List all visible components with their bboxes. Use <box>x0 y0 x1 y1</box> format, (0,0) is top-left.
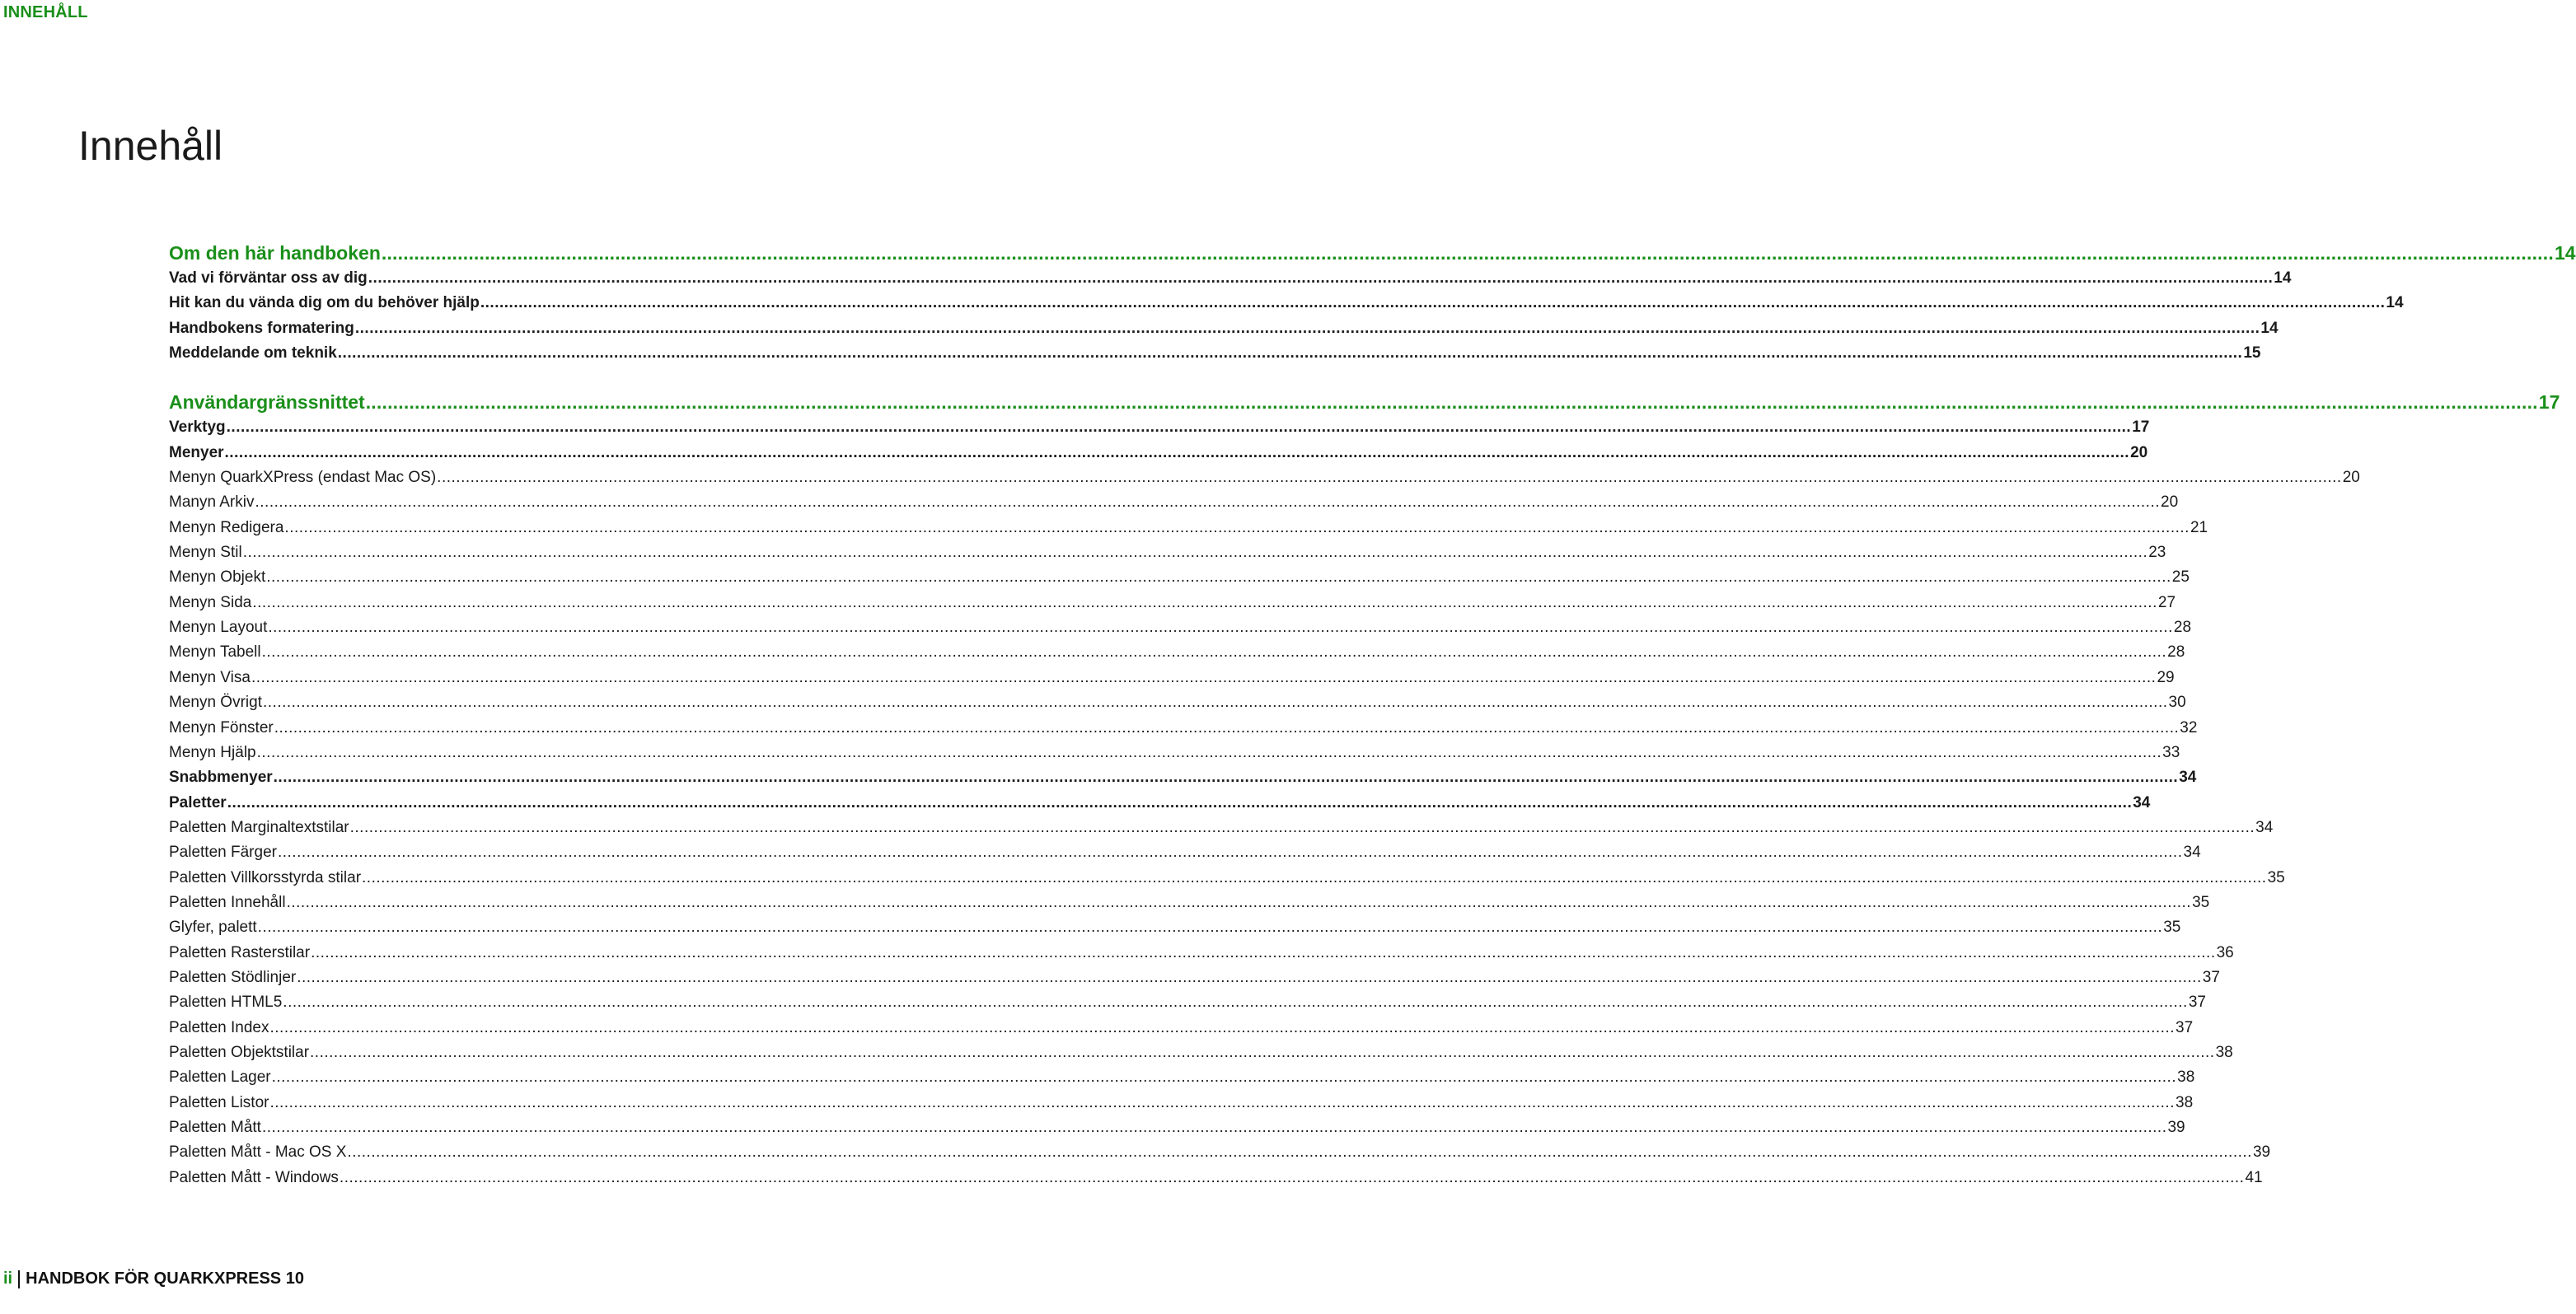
footer-book-title: HANDBOK FÖR QUARKXPRESS 10 <box>26 1270 304 1288</box>
toc-dot-leader: ................................................................................................................................................................................................................................................................................................................................................................................................................ <box>256 743 2162 761</box>
toc-dot-leader: ................................................................................................................................................................................................................................................................................................................................................................................................................ <box>268 619 2173 637</box>
toc-dot-leader: ................................................................................................................................................................................................................................................................................................................................................................................................................ <box>262 694 2168 712</box>
toc-dot-leader: ................................................................................................................................................................................................................................................................................................................................................................................................................ <box>227 793 2133 811</box>
toc-entry-page: 17 <box>2132 419 2150 437</box>
toc-entry[interactable] <box>169 891 2210 915</box>
toc-entry-title: Menyn Sida <box>169 593 252 611</box>
toc-entry-title: Paletten Mått - Windows <box>169 1168 339 1186</box>
toc-dot-leader: ................................................................................................................................................................................................................................................................................................................................................................................................................ <box>337 344 2243 362</box>
toc-entry-title: Manyn Arkiv <box>169 493 255 512</box>
toc-entry[interactable] <box>169 1166 2263 1190</box>
toc-entry[interactable] <box>169 540 2166 565</box>
toc-entry-page: 34 <box>2255 818 2274 836</box>
toc-entry[interactable] <box>169 690 2186 715</box>
toc-entry-page: 35 <box>2163 919 2181 937</box>
toc-dot-leader: ................................................................................................................................................................................................................................................................................................................................................................................................................ <box>257 919 2163 937</box>
toc-entry-title: Paletten Objektstilar <box>169 1043 310 1061</box>
toc-dot-leader: ................................................................................................................................................................................................................................................................................................................................................................................................................ <box>261 1119 2167 1136</box>
toc-entry[interactable] <box>169 666 2175 690</box>
toc-entry-title: Menyn Fönster <box>169 718 274 736</box>
toc-entry-page: 35 <box>2192 893 2210 911</box>
toc-entry-page: 25 <box>2171 568 2190 587</box>
toc-entry-title: Menyer <box>169 443 224 461</box>
toc-entry-page: 39 <box>2167 1119 2185 1136</box>
toc-dot-leader: ................................................................................................................................................................................................................................................................................................................................................................................................................ <box>277 844 2183 862</box>
toc-entry[interactable] <box>169 640 2185 665</box>
toc-dot-leader: ................................................................................................................................................................................................................................................................................................................................................................................................................ <box>310 1043 2215 1061</box>
toc-entry-page: 34 <box>2133 793 2151 811</box>
footer-page-number: ii <box>3 1270 13 1288</box>
toc-entry-title: Paletten Stödlinjer <box>169 968 297 986</box>
toc-entry[interactable] <box>169 465 2360 490</box>
toc-entry-title: Menyn Layout <box>169 619 268 637</box>
toc-entry-title: Verktyg <box>169 419 226 437</box>
toc-entry-title: Paletten Mått <box>169 1119 261 1136</box>
toc-dot-leader: ................................................................................................................................................................................................................................................................................................................................................................................................................ <box>349 818 2255 836</box>
toc-entry-page: 17 <box>2538 391 2560 414</box>
toc-dot-leader: ................................................................................................................................................................................................................................................................................................................................................................................................................ <box>283 994 2188 1012</box>
toc-dot-leader: ................................................................................................................................................................................................................................................................................................................................................................................................................ <box>252 593 2157 611</box>
toc-dot-leader: ................................................................................................................................................................................................................................................................................................................................................................................................................ <box>480 294 2386 312</box>
toc-dot-leader: ................................................................................................................................................................................................................................................................................................................................................................................................................ <box>251 668 2157 686</box>
toc-entry[interactable] <box>169 490 2179 515</box>
toc-entry-page: 28 <box>2167 643 2185 662</box>
toc-dot-leader: ................................................................................................................................................................................................................................................................................................................................................................................................................ <box>271 1069 2177 1087</box>
toc-entry-page: 27 <box>2157 593 2176 611</box>
toc-dot-leader: ................................................................................................................................................................................................................................................................................................................................................................................................................ <box>261 643 2167 662</box>
toc-entry[interactable] <box>169 1065 2195 1090</box>
toc-entry[interactable] <box>169 866 2285 891</box>
toc-entry-page: 38 <box>2176 1093 2194 1111</box>
toc-entry[interactable] <box>169 565 2190 590</box>
toc-dot-leader: ................................................................................................................................................................................................................................................................................................................................................................................................................ <box>286 893 2192 911</box>
toc-entry[interactable] <box>169 716 2198 741</box>
toc-entry[interactable] <box>169 791 2151 816</box>
toc-entry-page: 14 <box>2260 319 2279 337</box>
toc-entry-title: Paletten Index <box>169 1018 269 1036</box>
toc-entry-page: 37 <box>2202 968 2220 986</box>
toc-entry[interactable] <box>169 591 2176 615</box>
toc-entry-title: Menyn Visa <box>169 668 251 686</box>
toc-entry-page: 29 <box>2157 668 2175 686</box>
toc-dot-leader: ................................................................................................................................................................................................................................................................................................................................................................................................................ <box>354 319 2260 337</box>
toc-chapter-entry[interactable] <box>169 389 2560 415</box>
toc-entry-title: Användargränssnittet <box>169 391 365 414</box>
toc-dot-leader: ................................................................................................................................................................................................................................................................................................................................................................................................................ <box>269 1093 2175 1111</box>
toc-entry[interactable] <box>169 840 2201 865</box>
toc-entry[interactable] <box>169 1091 2194 1115</box>
toc-entry-page: 14 <box>2554 242 2576 264</box>
toc-entry-title: Om den här handboken <box>169 242 381 264</box>
page-title: Innehåll <box>78 123 223 169</box>
toc-entry-page: 20 <box>2342 469 2360 487</box>
toc-dot-leader: ................................................................................................................................................................................................................................................................................................................................................................................................................ <box>274 718 2180 736</box>
toc-dot-leader: ................................................................................................................................................................................................................................................................................................................................................................................................................ <box>368 269 2274 287</box>
toc-entry-page: 39 <box>2252 1143 2271 1162</box>
toc-entry-title: Menyn QuarkXPress (endast Mac OS) <box>169 469 437 487</box>
toc-entry-title: Paletten Listor <box>169 1093 269 1111</box>
toc-dot-leader: ................................................................................................................................................................................................................................................................................................................................................................................................................ <box>362 868 2267 886</box>
toc-entry-title: Paletten Lager <box>169 1069 271 1087</box>
toc-entry[interactable] <box>169 1016 2194 1040</box>
toc-entry-title: Snabbmenyer <box>169 769 273 787</box>
toc-dot-leader: ................................................................................................................................................................................................................................................................................................................................................................................................................ <box>339 1168 2245 1186</box>
toc-entry-page: 28 <box>2173 619 2192 637</box>
toc-entry-page: 34 <box>2179 769 2197 787</box>
toc-dot-leader: ................................................................................................................................................................................................................................................................................................................................................................................................................ <box>269 1018 2176 1036</box>
toc-entry-title: Paletten Villkorsstyrda stilar <box>169 868 362 886</box>
toc-entry[interactable] <box>169 266 2292 291</box>
toc-entry-page: 34 <box>2183 844 2201 862</box>
toc-entry-page: 21 <box>2190 518 2208 536</box>
toc-entry-title: Menyn Hjälp <box>169 743 256 761</box>
toc-entry-page: 32 <box>2180 718 2198 736</box>
toc-entry[interactable] <box>169 341 2261 366</box>
toc-entry[interactable] <box>169 765 2197 790</box>
toc-entry[interactable] <box>169 915 2181 940</box>
toc-entry[interactable] <box>169 516 2208 540</box>
toc-entry[interactable] <box>169 1115 2185 1140</box>
toc-entry[interactable] <box>169 1140 2271 1165</box>
toc-entry[interactable] <box>169 441 2148 465</box>
toc-entry-page: 23 <box>2148 544 2166 562</box>
toc-entry-title: Menyn Redigera <box>169 518 284 536</box>
toc-entry-title: Glyfer, palett <box>169 919 257 937</box>
toc-dot-leader: ................................................................................................................................................................................................................................................................................................................................................................................................................ <box>273 769 2179 787</box>
toc-entry[interactable] <box>169 291 2404 316</box>
toc-entry-page: 41 <box>2245 1168 2263 1186</box>
toc-dot-leader: ................................................................................................................................................................................................................................................................................................................................................................................................................ <box>381 242 2554 264</box>
toc-dot-leader: ................................................................................................................................................................................................................................................................................................................................................................................................................ <box>224 443 2130 461</box>
toc-entry-title: Menyn Tabell <box>169 643 261 662</box>
toc-entry-page: 14 <box>2274 269 2292 287</box>
toc-entry-page: 37 <box>2188 994 2206 1012</box>
toc-dot-leader: ................................................................................................................................................................................................................................................................................................................................................................................................................ <box>437 469 2342 487</box>
toc-entry[interactable] <box>169 316 2279 341</box>
toc-entry-page: 38 <box>2215 1043 2233 1061</box>
toc-entry-title: Menyn Stil <box>169 544 242 562</box>
toc-entry-title: Paletten HTML5 <box>169 994 283 1012</box>
toc-entry-title: Meddelande om teknik <box>169 344 337 362</box>
toc-entry-title: Paletten Innehåll <box>169 893 286 911</box>
toc-entry[interactable] <box>169 990 2206 1015</box>
toc-dot-leader: ................................................................................................................................................................................................................................................................................................................................................................................................................ <box>266 568 2171 587</box>
toc-entry[interactable] <box>169 741 2180 765</box>
toc-chapter-entry[interactable] <box>169 240 2576 266</box>
toc-entry-title: Hit kan du vända dig om du behöver hjälp <box>169 294 480 312</box>
toc-entry-page: 35 <box>2267 868 2285 886</box>
section-header-label: INNEHÅLL <box>3 3 88 21</box>
toc-dot-leader: ................................................................................................................................................................................................................................................................................................................................................................................................................ <box>284 518 2190 536</box>
toc-entry-page: 20 <box>2130 443 2148 461</box>
toc-entry-title: Menyn Övrigt <box>169 694 262 712</box>
page-footer <box>3 1270 304 1288</box>
toc-entry-page: 36 <box>2216 943 2234 961</box>
toc-dot-leader: ................................................................................................................................................................................................................................................................................................................................................................................................................ <box>311 943 2216 961</box>
toc-entry-page: 30 <box>2168 694 2186 712</box>
toc-dot-leader: ................................................................................................................................................................................................................................................................................................................................................................................................................ <box>242 544 2148 562</box>
toc-entry-title: Paletter <box>169 793 227 811</box>
toc-entry-title: Vad vi förväntar oss av dig <box>169 269 368 287</box>
toc-dot-leader: ................................................................................................................................................................................................................................................................................................................................................................................................................ <box>347 1143 2252 1162</box>
toc-entry-title: Paletten Färger <box>169 844 277 862</box>
toc-entry[interactable] <box>169 415 2150 440</box>
toc-entry[interactable] <box>169 941 2234 966</box>
toc-entry-page: 15 <box>2243 344 2261 362</box>
toc-dot-leader: ................................................................................................................................................................................................................................................................................................................................................................................................................ <box>365 391 2538 414</box>
toc-entry-page: 38 <box>2177 1069 2195 1087</box>
toc-entry-title: Paletten Mått - Mac OS X <box>169 1143 347 1162</box>
toc-dot-leader: ................................................................................................................................................................................................................................................................................................................................................................................................................ <box>255 493 2161 512</box>
toc-entry[interactable] <box>169 1040 2233 1065</box>
toc-entry[interactable] <box>169 816 2274 840</box>
toc-entry-title: Paletten Marginaltextstilar <box>169 818 349 836</box>
toc-entry-page: 14 <box>2386 294 2404 312</box>
toc-entry-page: 20 <box>2161 493 2179 512</box>
table-of-contents <box>169 240 2576 1190</box>
toc-entry-page: 33 <box>2162 743 2180 761</box>
toc-entry-page: 37 <box>2176 1018 2194 1036</box>
toc-entry[interactable] <box>169 966 2220 990</box>
toc-entry-title: Menyn Objekt <box>169 568 266 587</box>
toc-dot-leader: ................................................................................................................................................................................................................................................................................................................................................................................................................ <box>297 968 2202 986</box>
toc-dot-leader: ................................................................................................................................................................................................................................................................................................................................................................................................................ <box>226 419 2132 437</box>
toc-entry-title: Paletten Rasterstilar <box>169 943 311 961</box>
toc-entry[interactable] <box>169 615 2192 640</box>
toc-entry-title: Handbokens formatering <box>169 319 354 337</box>
footer-separator <box>18 1270 20 1288</box>
